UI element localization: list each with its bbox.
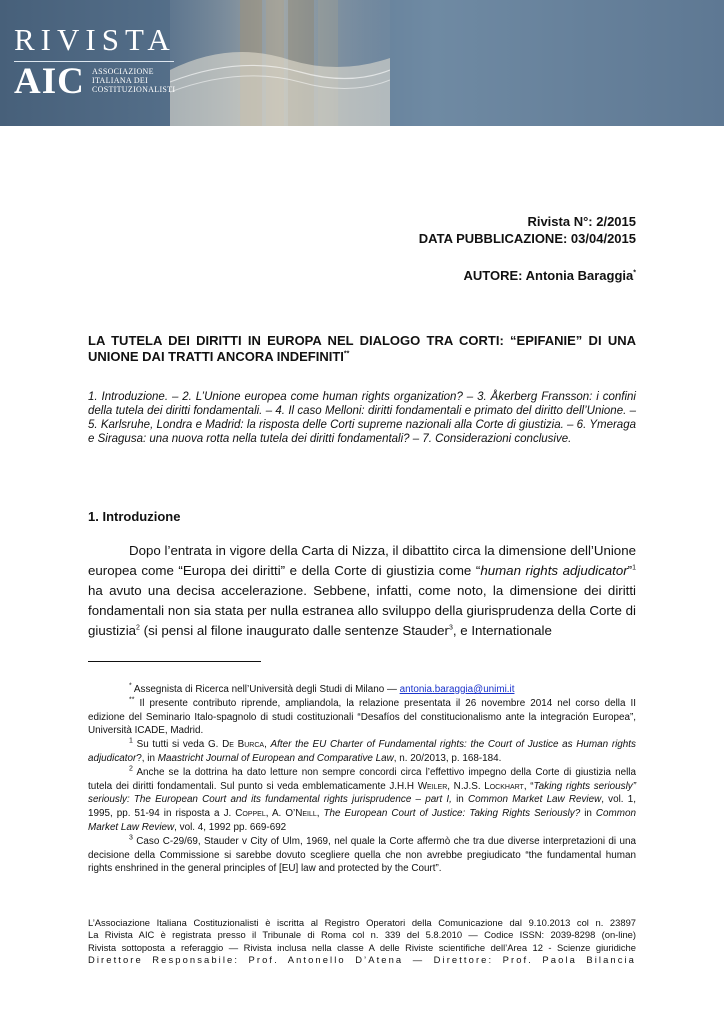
author-footnote-mark[interactable]: * (633, 269, 636, 277)
footnote-ref-1[interactable]: 1 (632, 564, 636, 572)
journal-banner (0, 0, 724, 126)
footnote-ref-3[interactable]: 3 (448, 624, 453, 632)
footnote-author: * Assegnista di Ricerca nell’Università degli Studi di Milano — antonia.baraggia@unimi.it (129, 682, 515, 695)
table-of-contents: 1. Introduzione. – 2. L’Unione europea come human rights organization? – 3. Åkerberg Fransson: i confini della tutela dei diritti fondamentali. – 4. Il caso Melloni: diritti fondamentali e primato del diritto dell’Unione. – 5. Karlsruhe, Londra e Madrid: la risposta delle Corti supreme nazionali alla Corte di giustizia. – 6. Ymeraga e Siragusa: una nuova rotta nella tutela dei diritti fondamentali? – 7. Considerazioni conclusive. (88, 391, 636, 445)
footer-line-1: L’Associazione Italiana Costituzionalisti è iscritta al Registro Operatori della Comunicazione dal 9.10.2013 col n. 23897 (88, 917, 636, 928)
title-line-2: UNIONE DAI TRATTI ANCORA INDEFINITI** (88, 349, 350, 364)
book-illustration (170, 0, 390, 126)
footer-line-3: Rivista sottoposta a referaggio — Rivista inclusa nella classe A delle Riviste scientifiche dell’Area 12 - Scienze giuridiche (88, 941, 636, 953)
footer-line-2: La Rivista AIC è registrata presso il Tribunale di Roma col n. 339 del 5.8.2010 — Codice ISSN: 2039-8298 (on-line) (88, 929, 636, 941)
author-email-link[interactable]: antonia.baraggia@unimi.it (399, 684, 515, 695)
page-footer (88, 917, 636, 967)
article-meta (419, 213, 636, 284)
title-footnote-mark[interactable]: ** (343, 350, 350, 358)
article-title (88, 333, 636, 365)
footnote-divider (88, 661, 261, 662)
journal-acronym: AIC (14, 61, 85, 102)
footnote-2: $^2$ Anche se la dottrina ha dato letture non sempre concordi circa l’effettivo impegno della Corte di giustizia nella tutela dei diritti fondamentali. Sul punto si veda emblematicamente J.H.H Weiler, N.J.S. Lockhart, “Taking rights seriously” seriously: The European Court and its fundamental rights jurisprudence – part I, in Common Market Law Review, vol. 1, 1995, pp. 51-94 in risposta a J. Coppel, A. O’Neill, The European Court of Justice: Taking Rights Seriously? in Common Market Law Review, vol. 4, 1992 pp. 669-692 (88, 765, 636, 833)
issue-number: Rivista N°: 2/2015 (527, 214, 636, 229)
body-paragraph: Dopo l’entrata in vigore della Carta di Nizza, il dibattito circa la dimensione dell’Unione europea come “Europa dei diritti” e della Corte di giustizia come “human rights adjudicator”$^1$ ha avuto una decisa accelerazione. Sebbene, infatti, come noto, la dimensione dei diritti fondamentali non sia stata per nulla estranea allo sviluppo della giurisprudenza della Corte di giustizia$^2$ (si pensi al filone inaugurato dalle sentenze Stauder$^3$, e Internationale (88, 543, 636, 638)
section-heading: 1. Introduzione (88, 509, 181, 524)
author-name: AUTORE: Antonia Baraggia (463, 268, 634, 283)
footnotes (88, 683, 636, 876)
author-line (419, 267, 636, 284)
assoc-line-2: ITALIANA DEI (92, 76, 149, 85)
journal-name: RIVISTA (14, 22, 176, 57)
footnote-3: $^3$ Caso C-29/69, Stauder v City of Ulm, 1969, nel quale la Corte affermò che tra due diverse interpretazioni di una decisione della Commissione si sarebbe dovuto scegliere quella che non avrebbe pregiudicato “the fundamental human rights enshrined in the general principles of [EU] law and protected by the Court”. (88, 834, 636, 875)
footer-line-4: Direttore Responsabile: Prof. Antonello D’Atena — Direttore: Prof. Paola Bilancia (88, 954, 636, 966)
assoc-line-1: ASSOCIAZIONE (92, 67, 154, 76)
association-name (92, 67, 202, 94)
footnote-ref-2[interactable]: 2 (136, 624, 140, 632)
footnote-note: ** Il presente contributo riprende, ampliandola, la relazione presentata il 26 novembre 2014 nel corso della II edizione del Seminario Italo-spagnolo di studi costituzionali “Desafíos del constitucionalismo ante la integración Europea”, Università ICADE, Madrid. (88, 696, 636, 737)
footnote-1: $^1$ Su tutti si veda G. De Burca, After the EU Charter of Fundamental rights: the Court of Justice as Human rights adjudicator?, in Maastricht Journal of European and Comparative Law, n. 20/2013, p. 168-184. (88, 737, 636, 764)
publication-date: DATA PUBBLICAZIONE: 03/04/2015 (418, 231, 636, 246)
assoc-line-3: COSTITUZIONALISTI (92, 85, 176, 94)
title-line-1: LA TUTELA DEI DIRITTI IN EUROPA NEL DIALOGO TRA CORTI: “EPIFANIE” DI UNA (88, 333, 636, 348)
